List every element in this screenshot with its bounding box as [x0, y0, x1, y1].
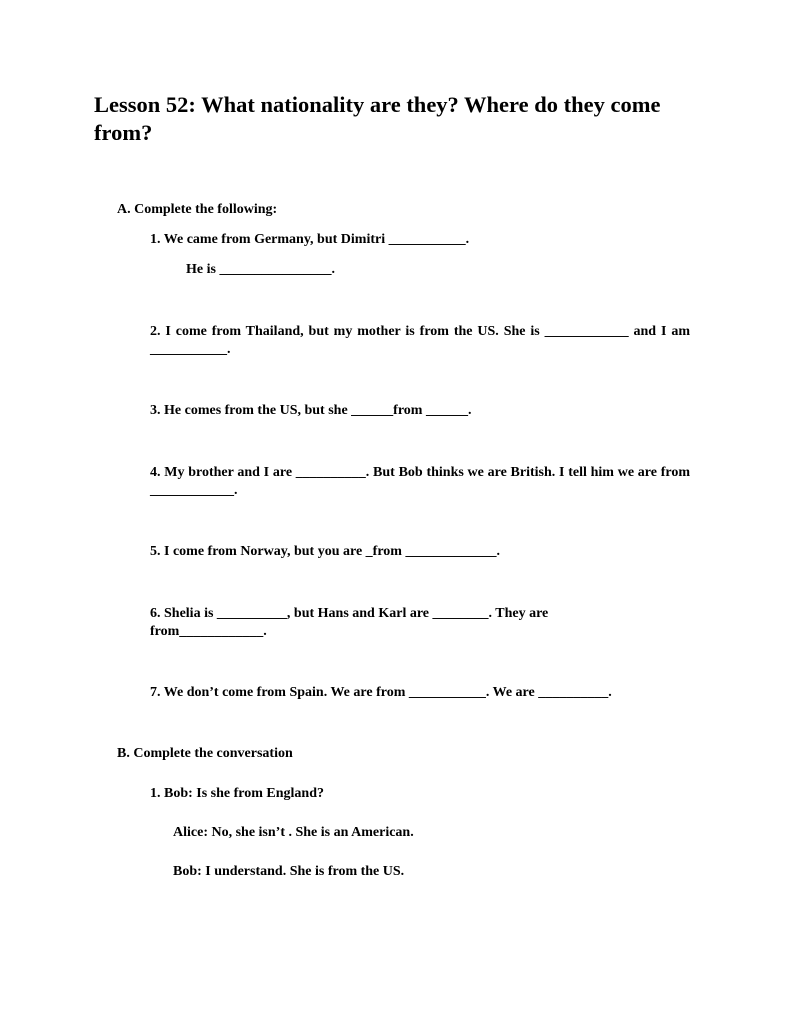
exercise-item-5: 5. I come from Norway, but you are _from _____________. — [150, 544, 500, 559]
exercise-item-4: 4. My brother and I are __________. But Bob thinks we are British. I tell him we are from ____________. — [150, 465, 690, 498]
exercise-item-6: 6. Shelia is __________, but Hans and Karl are ________. They are from____________. — [150, 606, 549, 639]
conversation-line: Alice: No, she isn’t . She is an American. — [173, 825, 414, 840]
exercise-item-7: 7. We don’t come from Spain. We are from ___________. We are __________. — [150, 685, 612, 700]
page-title: Lesson 52: What nationality are they? Where do they come from? — [94, 92, 661, 145]
conversation-line: 1. Bob: Is she from England? — [150, 786, 325, 801]
exercise-item-1: 1. We came from Germany, but Dimitri ___________. — [150, 232, 470, 247]
conversation-line: Bob: I understand. She is from the US. — [173, 864, 405, 879]
exercise-item-1-answer-line: He is ________________. — [186, 262, 335, 277]
section-b-heading: B. Complete the conversation — [117, 746, 293, 761]
section-a-heading: A. Complete the following: — [117, 202, 278, 217]
exercise-item-3: 3. He comes from the US, but she ______from ______. — [150, 403, 472, 418]
exercise-item-2: 2. I come from Thailand, but my mother is from the US. She is ____________ and I am ___________. — [150, 324, 690, 357]
